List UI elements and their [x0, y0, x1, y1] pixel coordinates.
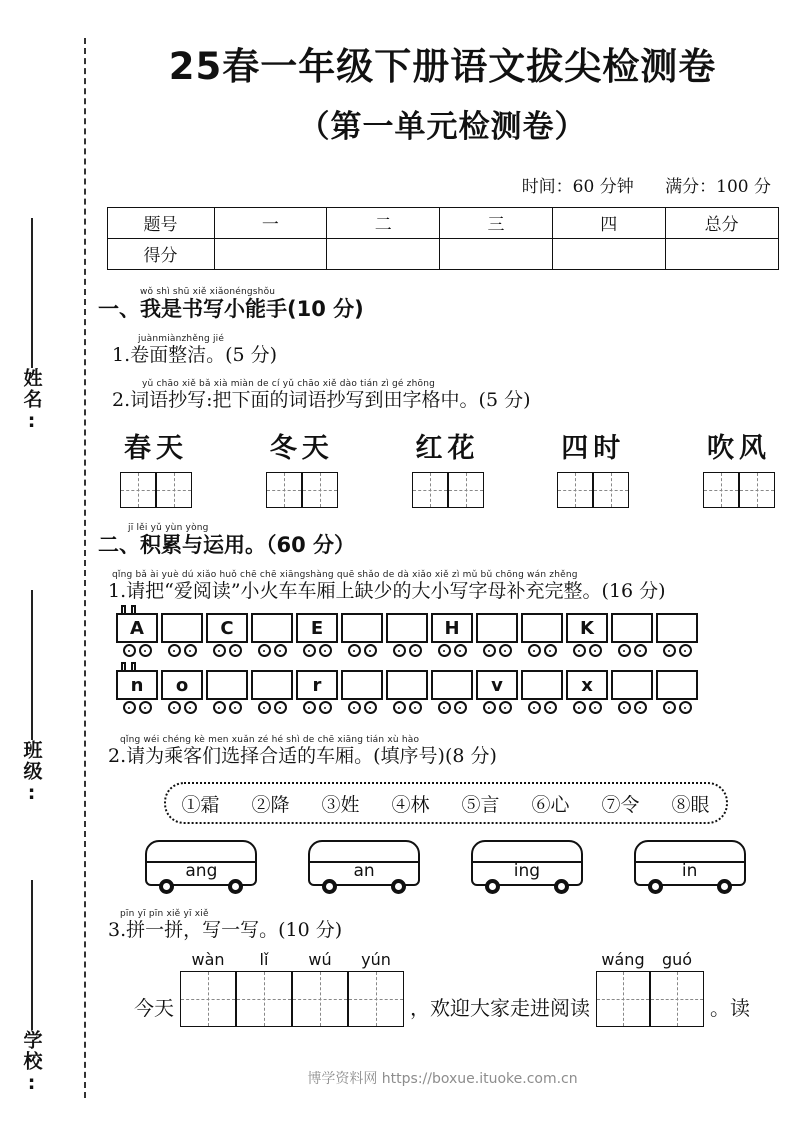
train-car-letter[interactable]: x	[566, 670, 608, 700]
tianzige-cell[interactable]	[593, 472, 629, 508]
wheel-icon	[634, 701, 647, 714]
train-car-wheels	[476, 644, 518, 657]
train-car-letter[interactable]	[341, 613, 383, 643]
tianzige-grid[interactable]	[120, 472, 192, 508]
s2-q3-pinyin: pīn yī pīn xiě yī xiě	[120, 909, 209, 920]
wheel-icon	[663, 644, 676, 657]
tianzige-cell[interactable]	[236, 971, 292, 1027]
score-col-4: 四	[552, 207, 665, 238]
wheel-icon	[168, 701, 181, 714]
margin-field-class	[10, 590, 54, 806]
score-table-header-row	[107, 207, 778, 238]
wheel-icon	[589, 701, 602, 714]
pinyin-row	[596, 950, 704, 971]
train-car[interactable]	[566, 670, 608, 714]
train-car-wheels	[386, 644, 428, 657]
wheel-icon	[213, 701, 226, 714]
s1-q2-pinyin: yǔ chāo xiě bǎ xià miàn de cí yǔ chāo xiě dào tián zì gé zhōng	[142, 379, 436, 390]
s2-q1-text: 1.请把“爱阅读”小火车车厢上缺少的大小写字母补充完整。(16 分)	[108, 580, 666, 603]
score-col-2: 二	[327, 207, 440, 238]
wheel-icon	[348, 644, 361, 657]
wheel-icon	[544, 644, 557, 657]
train-car-letter[interactable]: K	[566, 613, 608, 643]
bank-option[interactable]: ⑧眼	[671, 793, 710, 816]
page-title: 25春一年级下册语文拔尖检测卷	[168, 45, 717, 88]
exam-time: 时间：60 分钟	[521, 176, 634, 197]
train-car[interactable]	[431, 613, 473, 657]
train-car[interactable]	[611, 613, 653, 657]
tianzige-cell[interactable]	[739, 472, 775, 508]
train-car[interactable]	[431, 670, 473, 714]
tianzige-grid[interactable]	[596, 971, 704, 1027]
bank-option[interactable]: ④林	[391, 793, 430, 816]
wheel-icon	[229, 701, 242, 714]
train-car-wheels	[566, 644, 608, 657]
bus-label: an	[353, 861, 375, 882]
train-car-wheels	[521, 701, 563, 714]
train-car-letter[interactable]: H	[431, 613, 473, 643]
section-two	[98, 522, 793, 1027]
wheel-icon	[589, 644, 602, 657]
wheel-icon	[679, 701, 692, 714]
pinyin-syllable: lǐ	[259, 949, 269, 969]
wheel-icon	[409, 644, 422, 657]
wheel-icon	[554, 879, 569, 894]
train-car[interactable]	[386, 670, 428, 714]
train-car-wheels	[431, 644, 473, 657]
option-bank	[164, 782, 728, 824]
score-col-3: 三	[440, 207, 553, 238]
wheel-icon	[348, 701, 361, 714]
score-col-total: 总分	[665, 207, 778, 238]
sentence-mid-text: ，欢迎大家走进阅读	[410, 995, 590, 1020]
sentence-lead-text: 今天	[134, 995, 174, 1020]
wheel-icon	[391, 879, 406, 894]
section-two-title: 二、积累与运用。（60 分）	[98, 533, 356, 558]
wheel-icon	[229, 644, 242, 657]
train-car-wheels	[521, 644, 563, 657]
wheel-icon	[528, 644, 541, 657]
train-car-letter[interactable]: r	[296, 670, 338, 700]
wheel-icon	[393, 644, 406, 657]
train-car-wheels	[611, 701, 653, 714]
train-car[interactable]	[116, 613, 158, 657]
bus-card[interactable]	[308, 840, 420, 886]
train-car-letter[interactable]	[206, 670, 248, 700]
train-car-wheels	[386, 701, 428, 714]
train-car[interactable]	[521, 613, 563, 657]
wheel-icon	[303, 701, 316, 714]
copy-words-row	[98, 426, 793, 508]
wheel-icon	[303, 644, 316, 657]
train-car-wheels	[251, 701, 293, 714]
section-one-pinyin: wǒ shì shū xiě xiǎonéngshǒu	[140, 286, 276, 297]
section-two-pinyin: jī lěi yǔ yùn yòng	[128, 523, 209, 534]
train-car-wheels	[161, 701, 203, 714]
wheel-icon	[438, 644, 451, 657]
wheel-icon	[258, 701, 271, 714]
score-table-value-row	[107, 238, 778, 269]
train-lowercase-row	[98, 670, 793, 714]
train-car-wheels	[161, 644, 203, 657]
train-car-letter[interactable]	[431, 670, 473, 700]
bank-option[interactable]: ⑦令	[601, 793, 640, 816]
train-car-letter[interactable]	[611, 613, 653, 643]
train-car[interactable]	[341, 670, 383, 714]
school-write-rule	[31, 880, 33, 1030]
train-car-wheels	[296, 701, 338, 714]
s2-q3-text: 3.拼一拼，写一写。(10 分)	[108, 919, 343, 942]
tianzige-grid[interactable]	[180, 971, 404, 1027]
train-car-letter[interactable]	[476, 613, 518, 643]
wheel-icon	[454, 701, 467, 714]
train-uppercase-row	[98, 613, 793, 657]
tianzige-cell[interactable]	[292, 971, 348, 1027]
train-car[interactable]	[521, 670, 563, 714]
train-car[interactable]	[611, 670, 653, 714]
wheel-icon	[409, 701, 422, 714]
train-car[interactable]	[341, 613, 383, 657]
train-car[interactable]	[116, 670, 158, 714]
wheel-icon	[184, 701, 197, 714]
s1-q2-text: 2.词语抄写:把下面的词语抄写到田字格中。(5 分)	[112, 389, 531, 412]
wheel-icon	[648, 879, 663, 894]
tianzige-cell[interactable]	[348, 971, 404, 1027]
bank-option[interactable]: ③姓	[321, 793, 360, 816]
score-cell-total[interactable]	[665, 238, 778, 269]
tianzige-cell[interactable]	[180, 971, 236, 1027]
exam-total-score: 满分：100 分	[665, 176, 771, 197]
train-car-letter[interactable]	[656, 670, 698, 700]
train-car[interactable]	[161, 613, 203, 657]
tianzige-cell[interactable]	[703, 472, 739, 508]
wheel-icon	[319, 701, 332, 714]
train-car-letter[interactable]	[656, 613, 698, 643]
train-car-letter[interactable]	[521, 613, 563, 643]
pinyin-syllable: guó	[661, 949, 693, 969]
train-car-letter[interactable]: C	[206, 613, 248, 643]
page-subtitle: （第一单元检测卷）	[298, 108, 587, 145]
wheel-icon	[159, 879, 174, 894]
section-one	[98, 286, 793, 509]
copy-word-text: 春天	[124, 433, 188, 465]
s2-q2-text: 2.请为乘客们选择合适的车厢。(填序号)(8 分)	[108, 745, 497, 768]
tianzige-cell[interactable]	[120, 472, 156, 508]
train-car-wheels	[566, 701, 608, 714]
locomotive-chimney-icon	[121, 662, 136, 670]
copy-word-block	[120, 426, 192, 508]
train-car-wheels	[206, 701, 248, 714]
bus-wheels	[634, 879, 746, 894]
wheel-icon	[364, 644, 377, 657]
train-car-wheels	[431, 701, 473, 714]
train-car-wheels	[341, 701, 383, 714]
cut-line-dashed	[84, 38, 86, 1098]
sentence-tail-text: 。读	[710, 995, 750, 1020]
wheel-icon	[483, 701, 496, 714]
score-table-row-label-2: 得分	[107, 238, 214, 269]
exam-sheet	[92, 0, 793, 1122]
wheel-icon	[717, 879, 732, 894]
tianzige-cell[interactable]	[448, 472, 484, 508]
train-car-letter[interactable]	[611, 670, 653, 700]
margin-label-name: 姓名:	[20, 368, 43, 434]
train-car[interactable]	[251, 613, 293, 657]
train-car-letter[interactable]	[386, 670, 428, 700]
wheel-icon	[139, 701, 152, 714]
margin-label-school: 学校:	[20, 1030, 43, 1096]
exam-meta	[92, 172, 793, 197]
margin-field-name	[10, 218, 54, 434]
score-cell-2[interactable]	[327, 238, 440, 269]
bus-card[interactable]	[634, 840, 746, 886]
pinyin-row	[180, 950, 404, 971]
tianzige-cell[interactable]	[650, 971, 704, 1027]
left-margin-column	[0, 0, 92, 1122]
wheel-icon	[213, 644, 226, 657]
score-col-1: 一	[214, 207, 327, 238]
train-car-wheels	[116, 701, 158, 714]
train-car-letter[interactable]: n	[116, 670, 158, 700]
tianzige-grid[interactable]	[412, 472, 484, 508]
wheel-icon	[544, 701, 557, 714]
train-car[interactable]	[656, 613, 698, 657]
train-car-letter[interactable]	[251, 613, 293, 643]
copy-word-block	[266, 426, 338, 508]
tianzige-grid[interactable]	[557, 472, 629, 508]
bus-wheels	[145, 879, 257, 894]
margin-field-school	[10, 880, 54, 1096]
bus-label: in	[681, 861, 698, 882]
locomotive-chimney-icon	[121, 605, 136, 613]
wheel-icon	[393, 701, 406, 714]
train-car-letter[interactable]	[161, 613, 203, 643]
pinyin-syllable: wú	[308, 949, 332, 969]
class-write-rule	[31, 590, 33, 740]
train-car-wheels	[611, 644, 653, 657]
wheel-icon	[618, 644, 631, 657]
wheel-icon	[123, 644, 136, 657]
train-car-letter[interactable]: v	[476, 670, 518, 700]
tianzige-grid[interactable]	[703, 472, 775, 508]
tianzige-cell[interactable]	[596, 971, 650, 1027]
train-car[interactable]	[206, 613, 248, 657]
s1-q1-pinyin: juànmiànzhěng jié	[138, 333, 225, 344]
train-car-letter[interactable]	[251, 670, 293, 700]
tianzige-cell[interactable]	[412, 472, 448, 508]
bank-option[interactable]: ⑤言	[461, 793, 500, 816]
tianzige-cell[interactable]	[302, 472, 338, 508]
train-car-wheels	[251, 644, 293, 657]
train-car[interactable]	[386, 613, 428, 657]
score-table-row-label-1: 题号	[107, 207, 214, 238]
train-car-wheels	[206, 644, 248, 657]
bank-option[interactable]: ①霜	[181, 793, 220, 816]
bank-option[interactable]: ②降	[251, 793, 290, 816]
s2-q1-pinyin: qǐng bǎ ài yuè dú xiǎo huǒ chē chē xiāngshàng quē shǎo de dà xiǎo xiě zì mǔ bǔ chōng wán zhěng	[112, 570, 578, 581]
copy-word-text: 四时	[561, 433, 626, 465]
train-car[interactable]	[161, 670, 203, 714]
score-cell-3[interactable]	[440, 238, 553, 269]
train-car[interactable]	[656, 670, 698, 714]
train-car-letter[interactable]: A	[116, 613, 158, 643]
tianzige-cell[interactable]	[266, 472, 302, 508]
bus-card[interactable]	[471, 840, 583, 886]
bank-option[interactable]: ⑥心	[531, 793, 570, 816]
wheel-icon	[618, 701, 631, 714]
wheel-icon	[168, 644, 181, 657]
watermark: 博学资料网 https://boxue.ituoke.com.cn	[307, 1071, 578, 1087]
wheel-icon	[274, 644, 287, 657]
pinyin-syllable: yún	[361, 949, 391, 969]
fill-in-sentence-row	[98, 950, 793, 1027]
wheel-icon	[499, 644, 512, 657]
tianzige-cell[interactable]	[156, 472, 192, 508]
copy-word-block	[557, 426, 629, 508]
copy-word-text: 冬天	[269, 433, 334, 465]
train-car-wheels	[656, 644, 698, 657]
wheel-icon	[573, 701, 586, 714]
train-car[interactable]	[476, 613, 518, 657]
wheel-icon	[663, 701, 676, 714]
pinyin-syllable: wàn	[191, 949, 225, 969]
train-car[interactable]	[296, 670, 338, 714]
s2-q2-pinyin: qǐng wéi chéng kè men xuǎn zé hé shì de chē xiāng tián xù hào	[120, 735, 420, 746]
copy-word-block	[703, 426, 775, 508]
pinyin-grid-wangguo[interactable]	[596, 950, 704, 1027]
wheel-icon	[139, 644, 152, 657]
score-cell-1[interactable]	[214, 238, 327, 269]
bus-label: ang	[185, 861, 218, 882]
wheel-icon	[123, 701, 136, 714]
wheel-icon	[499, 701, 512, 714]
train-car-wheels	[341, 644, 383, 657]
copy-word-text: 红花	[415, 433, 480, 465]
train-car-letter[interactable]	[386, 613, 428, 643]
wheel-icon	[485, 879, 500, 894]
copy-word-block	[412, 426, 484, 508]
wheel-icon	[573, 644, 586, 657]
wheel-icon	[319, 644, 332, 657]
wheel-icon	[184, 644, 197, 657]
wheel-icon	[438, 701, 451, 714]
bus-wheels	[308, 879, 420, 894]
train-car[interactable]	[476, 670, 518, 714]
wheel-icon	[322, 879, 337, 894]
wheel-icon	[634, 644, 647, 657]
wheel-icon	[364, 701, 377, 714]
train-car-letter[interactable]: o	[161, 670, 203, 700]
train-car-letter[interactable]	[341, 670, 383, 700]
wheel-icon	[258, 644, 271, 657]
section-one-title: 一、我是书写小能手(10 分)	[98, 296, 364, 321]
bus-wheels	[471, 879, 583, 894]
score-table	[107, 207, 779, 270]
train-car-wheels	[296, 644, 338, 657]
s1-q1-text: 1.卷面整洁。(5 分)	[112, 343, 278, 366]
wheel-icon	[274, 701, 287, 714]
train-car-letter[interactable]	[521, 670, 563, 700]
tianzige-cell[interactable]	[557, 472, 593, 508]
bus-label: ing	[513, 861, 541, 882]
bus-row	[98, 840, 793, 886]
train-car-wheels	[476, 701, 518, 714]
margin-label-class: 班级:	[20, 740, 43, 806]
wheel-icon	[228, 879, 243, 894]
bus-card[interactable]	[145, 840, 257, 886]
name-write-rule	[31, 218, 33, 368]
train-car[interactable]	[566, 613, 608, 657]
pinyin-grid-wanliwuyun[interactable]	[180, 950, 404, 1027]
train-car[interactable]	[206, 670, 248, 714]
copy-word-text: 吹风	[707, 433, 771, 465]
train-car[interactable]	[296, 613, 338, 657]
train-car-letter[interactable]: E	[296, 613, 338, 643]
train-car-wheels	[656, 701, 698, 714]
score-cell-4[interactable]	[552, 238, 665, 269]
wheel-icon	[679, 644, 692, 657]
tianzige-grid[interactable]	[266, 472, 338, 508]
wheel-icon	[528, 701, 541, 714]
wheel-icon	[483, 644, 496, 657]
train-car[interactable]	[251, 670, 293, 714]
pinyin-syllable: wáng	[601, 949, 645, 969]
wheel-icon	[454, 644, 467, 657]
train-car-wheels	[116, 644, 158, 657]
